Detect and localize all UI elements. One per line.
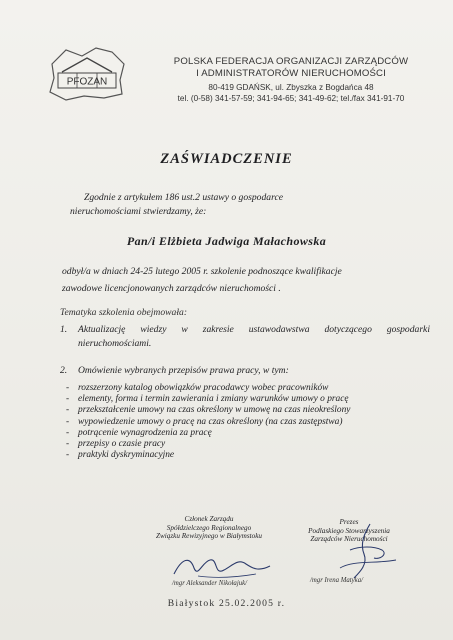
organization-header [146, 56, 436, 104]
topic-number: 1. [60, 324, 68, 335]
left-handwritten-signature-icon [168, 548, 278, 584]
right-title-line1: Prezes [339, 518, 359, 526]
intro-paragraph [70, 191, 283, 219]
left-title-line1: Członek Zarządu [184, 515, 234, 523]
list-item: - przepisy o czasie pracy [66, 439, 166, 450]
training-line1: odbył/a w dniach 24-25 lutego 2005 r. szkolenie podnoszące kwalifikacje [62, 266, 342, 277]
right-title-line2: Podlaskiego Stowarzyszenia [308, 526, 390, 535]
right-signatory-name: /mgr Irena Matyka/ [310, 577, 363, 584]
list-item: - rozszerzony katalog obowiązków pracodawcy wobec pracowników [66, 383, 329, 393]
org-address: 80-419 GDAŃSK, ul. Zbyszka z Bogdańca 48 [208, 83, 374, 92]
topic-item-2 [60, 364, 430, 378]
pfozan-logo-icon [44, 42, 130, 102]
left-title-line3: Związku Rewizyjnego w Białymstoku [155, 532, 262, 541]
right-title-line3: Zarządców Nieruchomości [310, 535, 388, 544]
list-item: - praktyki dyskryminacyjne [66, 450, 175, 461]
intro-line1: Zgodnie z artykułem 186 ust.2 ustawy o gospodarce [84, 192, 283, 203]
right-handwritten-signature-icon [330, 520, 410, 582]
list-item: - przekształcenie umowy na czas określony w umowę na czas nieokreślony [66, 405, 351, 416]
labor-law-subtopics [64, 383, 350, 461]
org-name-line2: I ADMINISTRATORÓW NIERUCHOMOŚCI [196, 68, 386, 79]
topics-heading: Tematyka szkolenia obejmowała: [60, 307, 188, 318]
list-item: - potrącenie wynagrodzenia za pracę [66, 427, 212, 438]
org-phones: tel. (0-58) 341-57-59; 341-94-65; 341-49-62; tel./fax 341-91-70 [177, 94, 405, 103]
topic-number: 2. [60, 365, 68, 376]
logo-text: PFOZAN [66, 76, 108, 88]
topic-text: Omówienie wybranych przepisów prawa pracy, w tym: [78, 365, 289, 376]
topic-text: Aktualizację wiedzy w zakresie ustawodawstwa dotyczącego gospodarki nieruchomościami. [78, 324, 430, 349]
document-title: ZAŚWIADCZENIE [160, 151, 293, 167]
intro-line2: nieruchomościami stwierdzamy, że: [70, 206, 207, 217]
recipient-name: Pan/i Elżbieta Jadwiga Małachowska [126, 234, 327, 248]
org-name-line1: POLSKA FEDERACJA ORGANIZACJI ZARZĄDCÓW [173, 56, 409, 67]
topic-item-1 [60, 323, 430, 351]
left-title-line2: Spółdzielczego Regionalnego [166, 523, 252, 532]
list-item: - elementy, forma i termin zawierania i zmiany warunków umowy o pracę [66, 394, 349, 405]
left-signatory-name: /mgr Aleksander Nikołajuk/ [172, 580, 248, 587]
place-and-date: Białystok 25.02.2005 r. [167, 598, 286, 609]
list-item: - wypowiedzenie umowy o pracę na czas określony (na czas zastępstwa) [66, 416, 343, 427]
training-line2: zawodowe licencjonowanych zarządców nieruchomości . [62, 283, 281, 294]
left-signatory-title [150, 515, 268, 541]
training-paragraph [62, 263, 342, 297]
